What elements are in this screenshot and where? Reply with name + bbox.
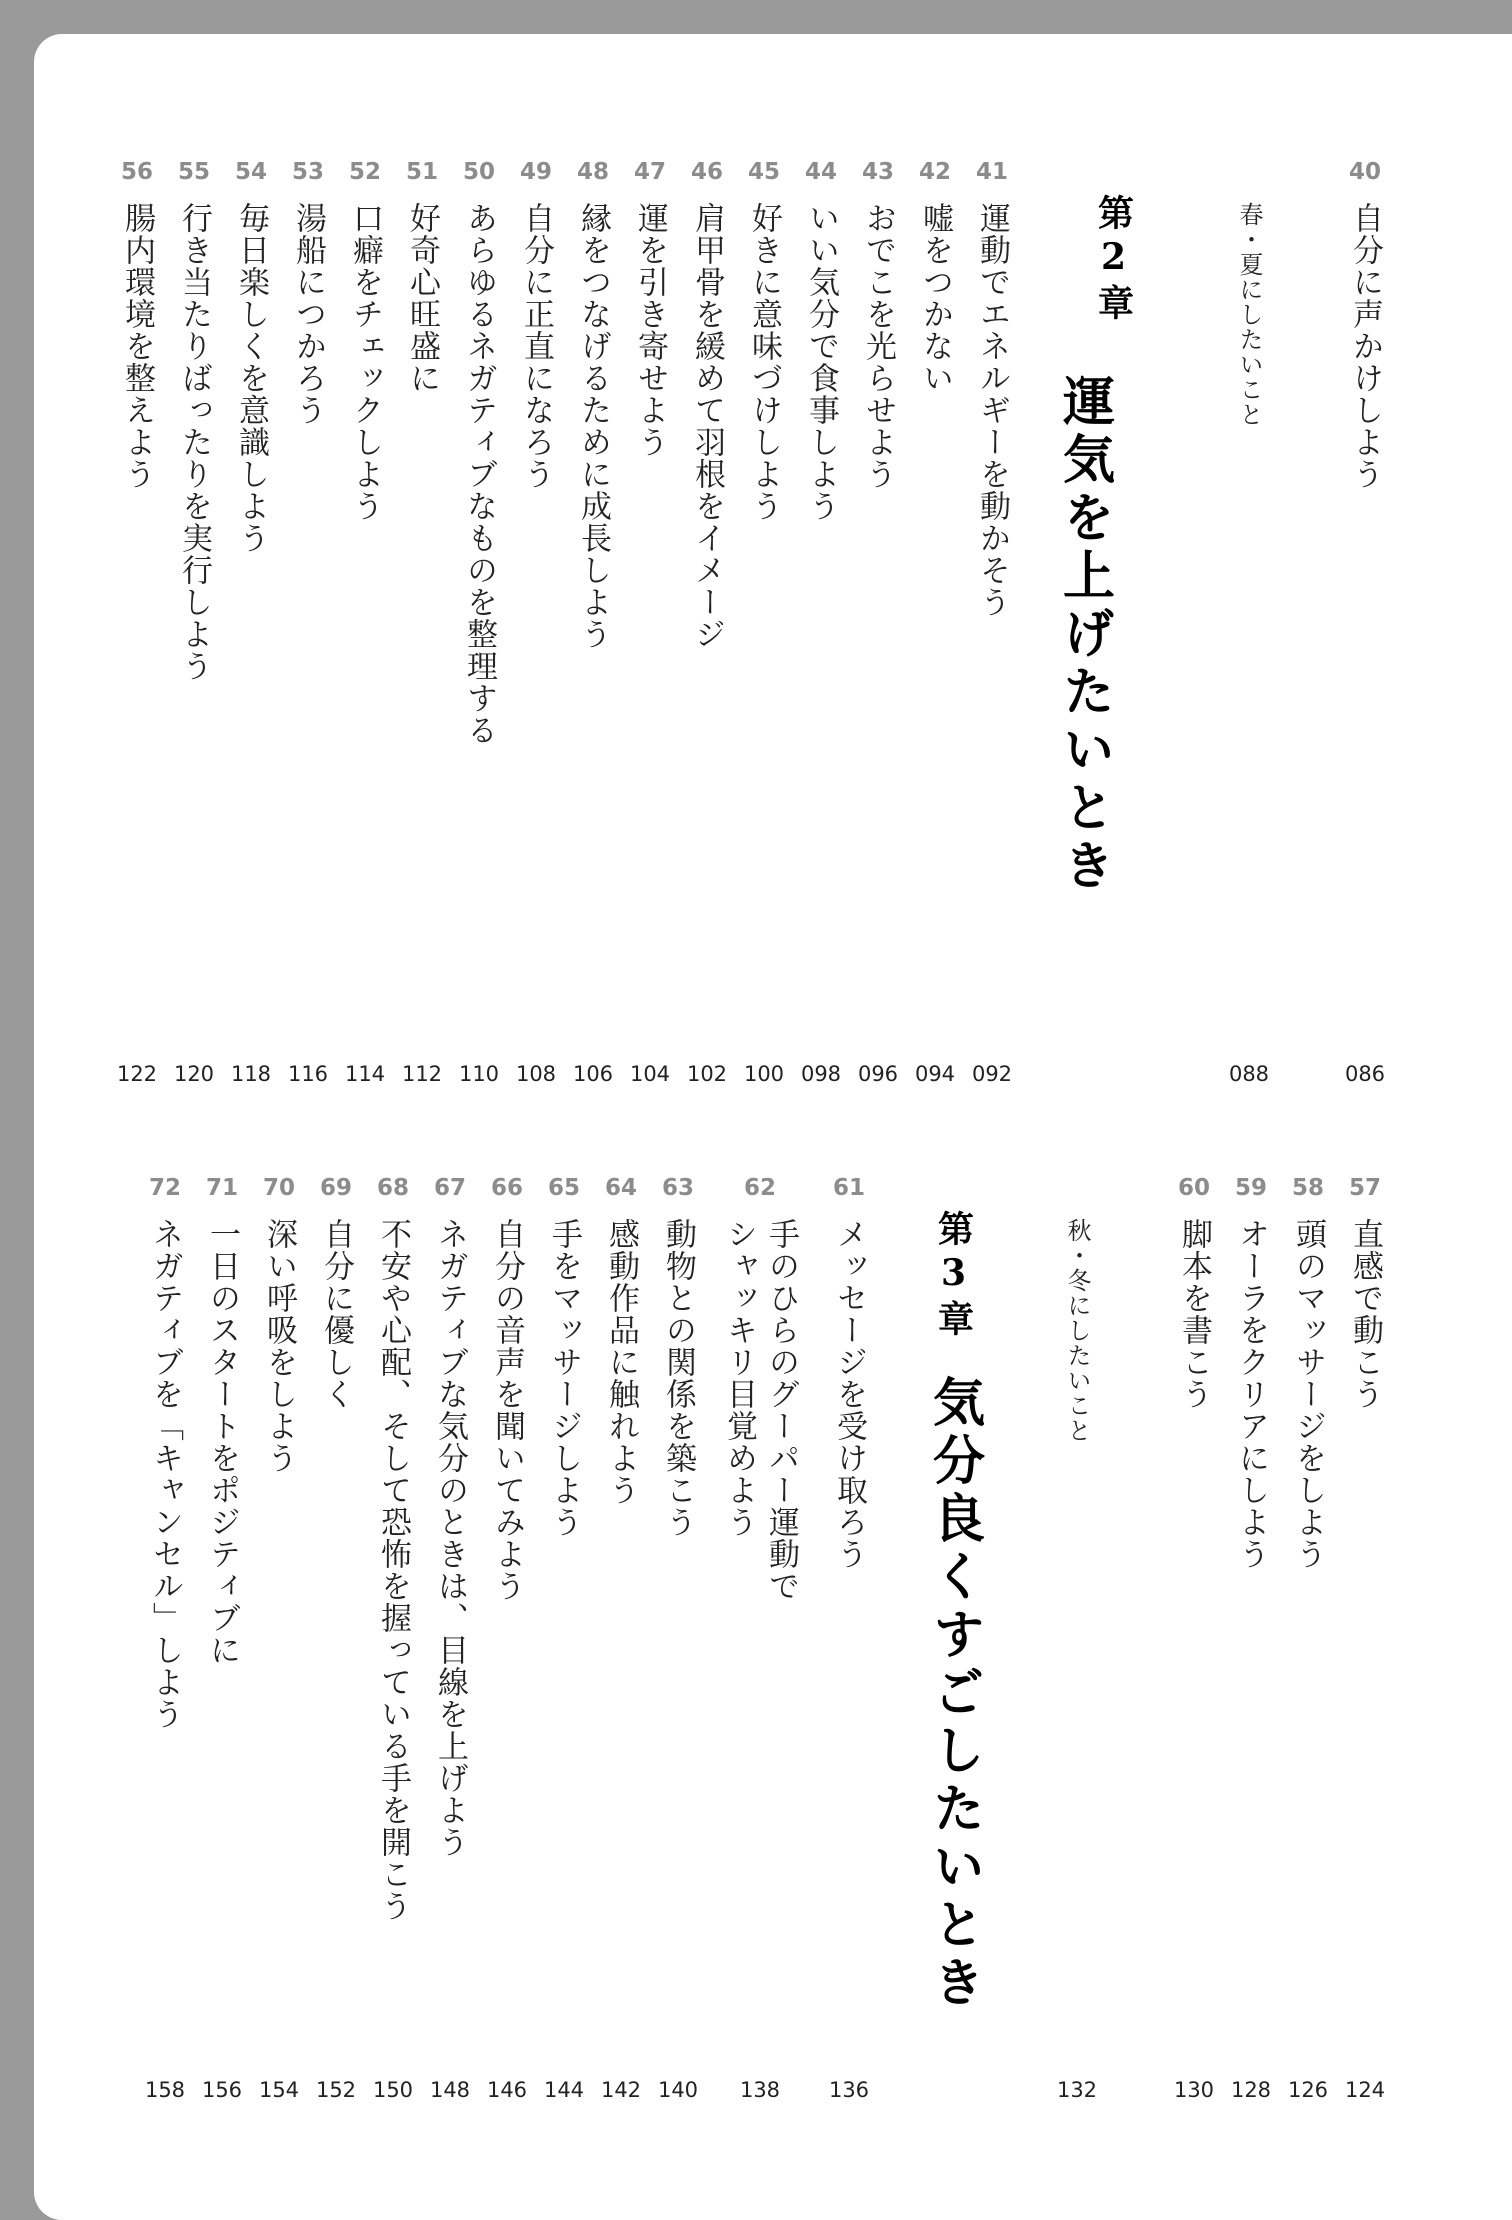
entry-title: 春・夏にしたいこと: [1235, 202, 1263, 427]
entry-page: 096: [857, 1062, 899, 1086]
entry-title: いい気分で食事しよう: [803, 202, 839, 522]
entry-number: 62: [743, 1175, 776, 1201]
entry-page: 130: [1173, 2078, 1215, 2102]
toc-entry-autumn-winter[interactable]: [1050, 1170, 1104, 2105]
entry-page: 132: [1056, 2078, 1098, 2102]
toc-entry-46[interactable]: [680, 154, 734, 1089]
entry-page: 110: [458, 1062, 500, 1086]
entry-title: おでこを光らせよう: [860, 202, 896, 490]
entry-number: 41: [975, 159, 1008, 185]
toc-entry-57[interactable]: [1338, 1170, 1392, 2105]
entry-page: 116: [287, 1062, 329, 1086]
entry-title: 行き当たりばったりを実行しよう: [176, 202, 212, 682]
entry-number: 60: [1177, 1175, 1210, 1201]
entry-number: 58: [1291, 1175, 1324, 1201]
entry-page: 158: [144, 2078, 186, 2102]
entry-title: 深い呼吸をしよう: [261, 1218, 297, 1474]
entry-page: 152: [315, 2078, 357, 2102]
entry-title: 自分に正直になろう: [518, 202, 554, 490]
entry-page: 114: [344, 1062, 386, 1086]
toc-entry-47[interactable]: [623, 154, 677, 1089]
entry-title: 一日のスタートをポジティブに: [204, 1218, 240, 1666]
entry-page: 136: [828, 2078, 870, 2102]
toc-entry-53[interactable]: [281, 154, 335, 1089]
entry-page: 094: [914, 1062, 956, 1086]
entry-page: 120: [173, 1062, 215, 1086]
entry-page: 106: [572, 1062, 614, 1086]
entry-title: 手のひらのグーパー運動で: [763, 1218, 799, 1602]
entry-number: 55: [177, 159, 210, 185]
toc-entry-49[interactable]: [509, 154, 563, 1089]
entry-number: 50: [462, 159, 495, 185]
entry-number: 53: [291, 159, 324, 185]
toc-entry-50[interactable]: [452, 154, 506, 1089]
entry-number: 68: [376, 1175, 409, 1201]
entry-title: あらゆるネガティブなものを整理する: [461, 202, 497, 746]
entry-number: 61: [832, 1175, 865, 1201]
entry-title: 嘘をつかない: [917, 202, 953, 394]
entry-page: 100: [743, 1062, 785, 1086]
entry-title: ネガティブを「キャンセル」しよう: [147, 1218, 183, 1730]
toc-entry-68[interactable]: [366, 1170, 420, 2105]
entry-page: 150: [372, 2078, 414, 2102]
entry-number: 44: [804, 159, 837, 185]
chapter-2-title-wrap: [1024, 194, 1144, 896]
chapter-label: 第2章: [1092, 194, 1135, 326]
toc-entry-61[interactable]: [822, 1170, 876, 2105]
entry-title: 好奇心旺盛に: [404, 202, 440, 394]
entry-page: 148: [429, 2078, 471, 2102]
entry-number: 63: [661, 1175, 694, 1201]
entry-page: 140: [657, 2078, 699, 2102]
entry-title: 感動作品に触れよう: [603, 1218, 639, 1506]
toc-entry-62[interactable]: [714, 1170, 806, 2105]
entry-number: 65: [547, 1175, 580, 1201]
entry-title: 頭のマッサージをしよう: [1290, 1218, 1326, 1570]
entry-title: メッセージを受け取ろう: [831, 1218, 867, 1570]
toc-entry-41[interactable]: [965, 154, 1019, 1089]
entry-title: 湯船につかろう: [290, 202, 326, 426]
toc-entry-69[interactable]: [309, 1170, 363, 2105]
entry-page: 122: [116, 1062, 158, 1086]
toc-entry-58[interactable]: [1281, 1170, 1335, 2105]
entry-title-line2: シャッキリ目覚めよう: [721, 1218, 757, 1538]
entry-title: ネガティブな気分のときは、目線を上げよう: [432, 1218, 468, 1858]
toc-entry-43[interactable]: [851, 154, 905, 1089]
toc-entry-spring-summer[interactable]: [1222, 154, 1276, 1089]
entry-number: 42: [918, 159, 951, 185]
toc-entry-60[interactable]: [1167, 1170, 1221, 2105]
entry-page: 104: [629, 1062, 671, 1086]
toc-entry-54[interactable]: [224, 154, 278, 1089]
entry-page: 154: [258, 2078, 300, 2102]
entry-number: 64: [604, 1175, 637, 1201]
entry-number: 43: [861, 159, 894, 185]
entry-title: 好きに意味づけしよう: [746, 202, 782, 522]
entry-page: 142: [600, 2078, 642, 2102]
entry-number: 70: [262, 1175, 295, 1201]
entry-title: 運を引き寄せよう: [632, 202, 668, 458]
entry-page: 128: [1230, 2078, 1272, 2102]
toc-entry-72[interactable]: [138, 1170, 192, 2105]
entry-title: オーラをクリアにしよう: [1233, 1218, 1269, 1570]
entry-title: 毎日楽しくを意識しよう: [233, 202, 269, 554]
toc-entry-48[interactable]: [566, 154, 620, 1089]
entry-number: 54: [234, 159, 267, 185]
chapter-title: 気分良くすごしたいとき: [923, 1375, 985, 2013]
toc-entry-45[interactable]: [737, 154, 791, 1089]
entry-page: 092: [971, 1062, 1013, 1086]
entry-title: 直感で動こう: [1347, 1218, 1383, 1410]
entry-page: 146: [486, 2078, 528, 2102]
toc-entry-66[interactable]: [480, 1170, 534, 2105]
entry-page: 086: [1344, 1062, 1386, 1086]
toc-entry-44[interactable]: [794, 154, 848, 1089]
entry-number: 46: [690, 159, 723, 185]
entry-page: 124: [1344, 2078, 1386, 2102]
entry-page: 156: [201, 2078, 243, 2102]
toc-entry-70[interactable]: [252, 1170, 306, 2105]
toc-page: [34, 34, 1512, 2220]
entry-number: 51: [405, 159, 438, 185]
toc-entry-40[interactable]: [1338, 154, 1392, 1089]
toc-entry-56[interactable]: [110, 154, 164, 1089]
entry-title: 自分に優しく: [318, 1218, 354, 1410]
entry-title: 脚本を書こう: [1176, 1218, 1212, 1410]
entry-number: 69: [319, 1175, 352, 1201]
entry-number: 49: [519, 159, 552, 185]
entry-title: 自分に声かけしよう: [1347, 202, 1383, 490]
toc-entry-67[interactable]: [423, 1170, 477, 2105]
chapter-3-title-wrap: [894, 1210, 1014, 2013]
toc-entry-42[interactable]: [908, 154, 962, 1089]
entry-number: 57: [1348, 1175, 1381, 1201]
toc-entry-65[interactable]: [537, 1170, 591, 2105]
entry-number: 66: [490, 1175, 523, 1201]
entry-title: 運動でエネルギーを動かそう: [974, 202, 1010, 618]
entry-title: 秋・冬にしたいこと: [1063, 1218, 1091, 1443]
entry-title: 口癖をチェックしよう: [347, 202, 383, 522]
entry-number: 71: [205, 1175, 238, 1201]
entry-number: 56: [120, 159, 153, 185]
toc-entry-59[interactable]: [1224, 1170, 1278, 2105]
chapter-title: 運気を上げたいとき: [1053, 374, 1115, 896]
entry-number: 40: [1348, 159, 1381, 185]
entry-title: 手をマッサージしよう: [546, 1218, 582, 1538]
entry-title: 腸内環境を整えよう: [119, 202, 155, 490]
entry-page: 088: [1228, 1062, 1270, 1086]
entry-title: 自分の音声を聞いてみよう: [489, 1218, 525, 1602]
toc-entry-55[interactable]: [167, 154, 221, 1089]
entry-title: 不安や心配、そして恐怖を握っている手を開こう: [375, 1218, 411, 1922]
entry-number: 72: [148, 1175, 181, 1201]
entry-number: 52: [348, 159, 381, 185]
toc-entry-64[interactable]: [594, 1170, 648, 2105]
entry-title: 肩甲骨を緩めて羽根をイメージ: [689, 202, 725, 650]
entry-page: 126: [1287, 2078, 1329, 2102]
entry-page: 108: [515, 1062, 557, 1086]
entry-number: 59: [1234, 1175, 1267, 1201]
entry-number: 67: [433, 1175, 466, 1201]
entry-page: 118: [230, 1062, 272, 1086]
entry-number: 47: [633, 159, 666, 185]
entry-title: 縁をつなげるために成長しよう: [575, 202, 611, 650]
entry-title: 動物との関係を築こう: [660, 1218, 696, 1538]
chapter-label: 第3章: [932, 1210, 975, 1342]
entry-page: 102: [686, 1062, 728, 1086]
toc-entry-63[interactable]: [651, 1170, 705, 2105]
entry-number: 48: [576, 159, 609, 185]
entry-page: 138: [739, 2078, 781, 2102]
toc-entry-71[interactable]: [195, 1170, 249, 2105]
entry-page: 112: [401, 1062, 443, 1086]
entry-number: 45: [747, 159, 780, 185]
entry-page: 098: [800, 1062, 842, 1086]
entry-page: 144: [543, 2078, 585, 2102]
toc-entry-52[interactable]: [338, 154, 392, 1089]
toc-entry-51[interactable]: [395, 154, 449, 1089]
